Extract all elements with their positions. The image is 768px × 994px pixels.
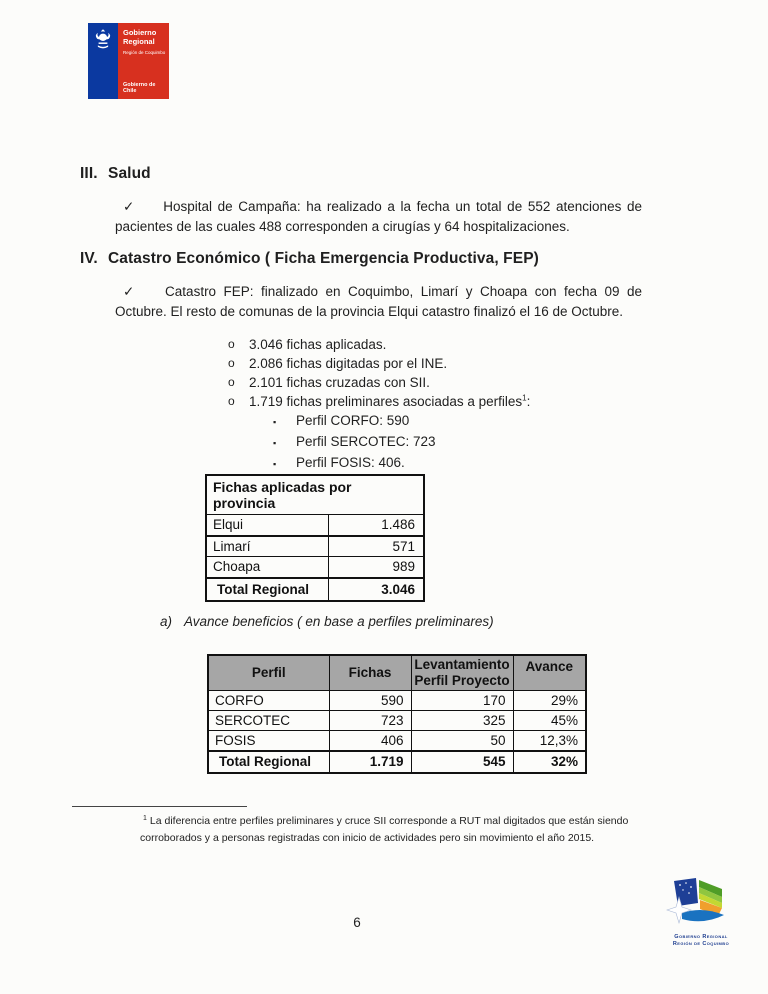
province-value: 571 [328,536,424,557]
table-title-row [206,475,424,515]
footnote-marker: 1 [143,814,147,822]
column-header: Perfil [208,655,329,691]
footnote-separator [72,806,247,807]
levantamiento-cell: 170 [411,691,513,711]
footer-logo-line1: Gobierno Regional [674,934,728,940]
square-bullet-icon: ▪ [273,438,277,448]
fichas-cell: 590 [329,691,411,711]
footnote-text: La diferencia entre perfiles preliminares y cruce SII corresponde a RUT mal digitados que están siendo corroborados y a personas registradas con inicio de actividades pero sin movimiento el año 2015. [140,815,629,844]
coat-of-arms-icon [92,28,114,59]
total-label: Total Regional [208,751,329,773]
province-name: Elqui [206,515,328,536]
circle-bullet-icon: o [228,394,235,408]
catastro-paragraph-text: Catastro FEP: finalizado en Coquimbo, Limarí y Choapa con fecha 09 de Octubre. El resto de comunas de la provincia Elqui catastro finalizó el 16 de Octubre. [115,284,643,319]
government-logo [88,23,169,99]
section-title: Catastro Económico ( Ficha Emergencia Productiva, FEP) [108,250,539,267]
section-heading-catastro [80,250,539,268]
column-header: Fichas [329,655,411,691]
circle-bullet-icon: o [228,337,235,351]
sub-list-item [273,453,530,474]
logo-bottom-text: Gobierno de Chile [123,82,156,94]
province-name: Limarí [206,536,328,557]
avance-cell: 29% [513,691,586,711]
footnote [140,813,643,846]
logo-subtitle: Región de Coquimbo [123,50,166,55]
salud-paragraph [115,197,642,236]
table-row [206,557,424,578]
levantamiento-cell: 50 [411,731,513,751]
section-heading-salud [80,165,151,183]
sub-list-item [273,411,530,432]
table-row [208,691,586,711]
total-label: Total Regional [206,578,328,601]
table-row [208,711,586,731]
list-item [228,335,530,354]
footnote-reference: 1 [522,393,527,403]
logo-red-panel [118,23,169,99]
checkmark-bullet: ✓ [123,284,139,299]
sub-list-item-text: Perfil CORFO: 590 [296,413,410,428]
square-bullet-icon: ▪ [273,417,277,427]
fichas-cell: 406 [329,731,411,751]
subsection-heading [160,614,494,629]
total-value: 3.046 [328,578,424,601]
logo-title-line1: Gobierno [123,28,157,37]
fichas-cell: 723 [329,711,411,731]
table-total-row [206,578,424,601]
column-header: Avance [513,655,586,691]
total-fichas: 1.719 [329,751,411,773]
footer-logo-line2: Región de Coquimbo [672,940,730,947]
logo-blue-panel [88,23,118,99]
table-row [206,515,424,536]
table-total-row [208,751,586,773]
section-title: Salud [108,165,151,182]
circle-bullet-icon: o [228,375,235,389]
logo-title-line2: Regional [123,36,155,46]
page-number: 6 [353,915,361,930]
catastro-paragraph [115,282,642,321]
levantamiento-cell: 325 [411,711,513,731]
list-item-text: 1.719 fichas preliminares asociadas a perfiles$^1$: [249,393,531,409]
salud-paragraph-text: Hospital de Campaña: ha realizado a la fecha un total de 552 atenciones de pacientes de las cuales 488 corresponden a cirugías y 64 hospitalizaciones. [115,199,642,234]
square-bullet-icon: ▪ [273,459,277,469]
table-row [206,536,424,557]
province-value: 989 [328,557,424,578]
regional-government-logo [658,877,744,947]
list-item-text: 2.101 fichas cruzadas con SII. [249,375,430,390]
list-item [228,373,530,392]
fichas-por-provincia-table [205,474,425,602]
section-numeral: III. [80,165,98,182]
avance-cell: 12,3% [513,731,586,751]
perfil-cell: SERCOTEC [208,711,329,731]
perfil-cell: CORFO [208,691,329,711]
section-numeral: IV. [80,250,98,267]
total-avance: 32% [513,751,586,773]
table-row [208,731,586,751]
perfil-cell: FOSIS [208,731,329,751]
table-title: Fichas aplicadas por provincia [206,475,424,515]
subsection-marker: a) [160,614,173,629]
checkmark-bullet: ✓ [123,199,137,214]
sub-list-item [273,432,530,453]
avance-cell: 45% [513,711,586,731]
province-value: 1.486 [328,515,424,536]
list-item [228,354,530,373]
list-item-text: 2.086 fichas digitadas por el INE. [249,356,448,371]
total-levantamiento: 545 [411,751,513,773]
circle-bullet-icon: o [228,356,235,370]
list-item [228,392,530,411]
table-header-row [208,655,586,691]
list-item-text: 3.046 fichas aplicadas. [249,337,387,352]
fep-statistics-list [228,335,530,474]
province-name: Choapa [206,557,328,578]
column-header: Levantamiento Perfil Proyecto [411,655,513,691]
sub-list-item-text: Perfil FOSIS: 406. [296,455,405,470]
sub-list-item-text: Perfil SERCOTEC: 723 [296,434,436,449]
avance-beneficios-table [207,654,587,774]
subsection-title: Avance beneficios ( en base a perfiles preliminares) [184,614,494,629]
